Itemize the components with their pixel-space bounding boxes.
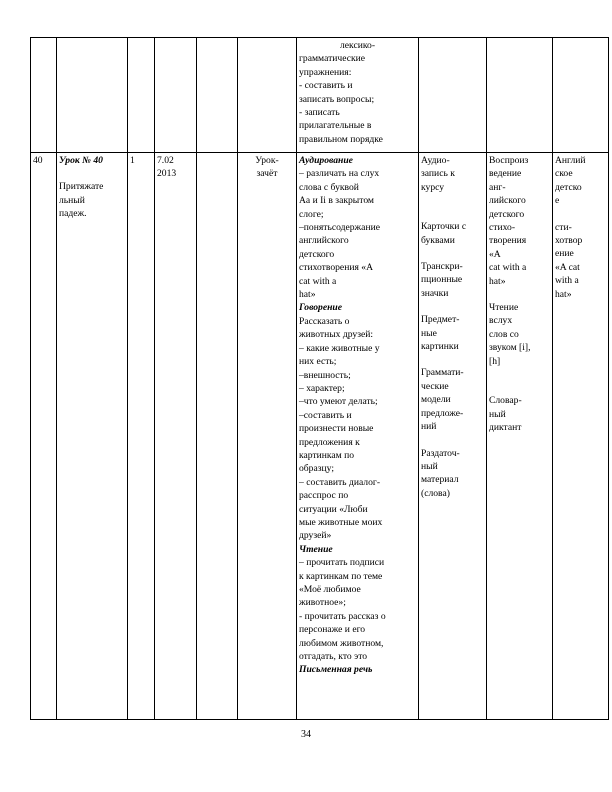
extra-line: е [555, 195, 560, 207]
text-line: друзей» [299, 530, 332, 542]
text-line: –понятьсодержание [299, 222, 380, 234]
text-line: образцу; [299, 463, 334, 475]
text-line: правильном порядке [299, 133, 383, 145]
resource-line: ческие [421, 380, 449, 392]
text-line: грамматические [299, 53, 366, 65]
text-line: картинкам по [299, 449, 355, 461]
resource-line: картинки [421, 341, 459, 353]
control-line: Чтение [489, 302, 519, 314]
cell-activities [297, 38, 419, 153]
topic-line: падеж. [59, 208, 87, 220]
text-line: записать вопросы; [299, 93, 375, 105]
lesson-plan-table [30, 37, 609, 720]
text-line: Рассказать о [299, 315, 350, 327]
text-line: предложения к [299, 436, 360, 448]
extra-line: hat» [555, 288, 572, 300]
resource-line: Предмет- [421, 314, 460, 326]
text-line: детского [299, 248, 335, 260]
extra-line: with a [555, 275, 579, 287]
text-line: животное»; [299, 597, 346, 609]
resource-line: курсу [421, 181, 445, 193]
text-line: –составить и [299, 409, 352, 421]
text-line: животных друзей: [299, 329, 374, 341]
text-line: упражнения: [299, 66, 352, 78]
cell-resources [419, 38, 487, 153]
lesson-topic-cell [57, 153, 128, 720]
control-line: творения [489, 235, 527, 247]
text-line: –что умеют делать; [299, 396, 378, 408]
text-line: hat» [299, 289, 316, 301]
text-line: ситуации «Люби [299, 503, 368, 515]
resource-line: Транскри- [421, 261, 463, 273]
topic-line: льный [59, 194, 85, 206]
control-line: [h] [489, 355, 501, 367]
control-line: диктант [489, 421, 522, 433]
control-line: «A [489, 248, 501, 260]
page-number: 34 [301, 729, 311, 740]
listening-heading: Аудирование [299, 155, 353, 166]
control-line: ведение [489, 168, 522, 180]
text-line: прилагательные в [299, 120, 372, 132]
control-line: Словар- [489, 395, 522, 407]
text-line: стихотворения «A [299, 262, 373, 274]
resource-line: пционные [421, 274, 463, 286]
control-line: детского [489, 208, 525, 220]
extra-line: ение [555, 248, 574, 260]
extra-line: Англий [555, 155, 586, 166]
lesson-resources [419, 153, 487, 720]
text-line: отгадать, кто это [299, 651, 368, 663]
resource-line: значки [421, 287, 449, 299]
control-line: слов со [489, 328, 519, 340]
text-line: любимом животном, [299, 637, 384, 649]
extra-line: хотвор [555, 235, 583, 247]
control-line: стихо- [489, 222, 516, 234]
text-line: расспрос по [299, 490, 349, 502]
topic-line: Притяжате [59, 181, 104, 193]
date-line: 2013 [157, 168, 177, 180]
cell-control [487, 38, 553, 153]
text-line: «Моё любимое [299, 584, 361, 595]
resource-line: материал [421, 474, 459, 486]
text-line: к картинкам по теме [299, 570, 383, 582]
table-row-lesson-40 [31, 153, 609, 720]
resource-line: Раздаточ- [421, 447, 460, 459]
text-line: - записать [299, 107, 340, 119]
table-row-continuation [31, 38, 609, 153]
resource-line: ний [421, 421, 437, 433]
cell-number [31, 38, 57, 153]
lesson-number-text: 40 [33, 155, 43, 166]
text-line: слова с буквой [299, 181, 359, 193]
control-line: Воспроиз [489, 155, 529, 166]
lesson-empty [197, 153, 238, 720]
text-line: произнести новые [299, 423, 374, 435]
text-line: - прочитать рассказ о [299, 610, 386, 622]
cell-extra [553, 38, 609, 153]
text-line: – характер; [299, 382, 345, 394]
control-line: лийского [489, 195, 526, 207]
resource-line: предложе- [421, 407, 464, 419]
lesson-number [31, 153, 57, 720]
resource-line: запись к [421, 168, 455, 180]
lesson-activities [297, 153, 419, 720]
text-line: английского [299, 235, 349, 247]
type-line: Урок- [255, 155, 279, 166]
extra-line: детско [555, 181, 582, 193]
text-line: – различать на слух [299, 168, 380, 180]
cell-type [238, 38, 297, 153]
resource-line: буквами [421, 234, 455, 246]
resource-line: модели [421, 394, 451, 406]
extra-line: ское [555, 168, 573, 180]
lesson-title: Урок № 40 [59, 155, 103, 166]
text-line: Aa и Ii в закрытом [299, 195, 375, 207]
reading-heading: Чтение [299, 543, 333, 555]
text-line: – прочитать подписи [299, 557, 385, 569]
lesson-date [155, 153, 197, 720]
text-line: - составить и [299, 80, 353, 92]
cell-hours [128, 38, 155, 153]
control-line: hat» [489, 275, 506, 287]
control-line: анг- [489, 181, 506, 193]
extra-line: «A cat [555, 261, 580, 273]
control-line: звуком [i], [489, 342, 531, 354]
text-line: слоге; [299, 208, 324, 220]
control-line: ный [489, 408, 506, 420]
lesson-control [487, 153, 553, 720]
resource-line: ные [421, 327, 437, 339]
writing-heading: Письменная речь [299, 664, 373, 676]
text-line: cat with a [299, 275, 337, 287]
control-line: cat with a [489, 262, 527, 274]
lesson-extra [553, 153, 609, 720]
resource-line: Граммати- [421, 367, 464, 379]
resource-line: ный [421, 460, 438, 472]
date-line: 7.02 [157, 155, 174, 166]
resource-line: Карточки с [421, 221, 467, 233]
text-line: персонаже и его [299, 624, 366, 636]
control-line: вслух [489, 315, 513, 327]
resource-line: Аудио- [421, 155, 450, 166]
lesson-hours [128, 153, 155, 720]
type-line: зачёт [256, 168, 278, 180]
text-line: них есть; [299, 356, 337, 368]
resource-line: (слова) [421, 487, 450, 499]
cell-date [155, 38, 197, 153]
hours-text: 1 [130, 155, 135, 166]
speaking-heading: Говорение [299, 302, 343, 314]
text-line: мые животные моих [299, 516, 383, 528]
cell-empty [197, 38, 238, 153]
text-line: – составить диалог- [299, 476, 381, 488]
lesson-type [238, 153, 297, 720]
extra-line: сти- [555, 221, 572, 233]
text-line: – какие животные у [299, 342, 380, 354]
text-line: лексико- [339, 40, 376, 51]
text-line: –внешность; [299, 369, 351, 381]
cell-topic [57, 38, 128, 153]
